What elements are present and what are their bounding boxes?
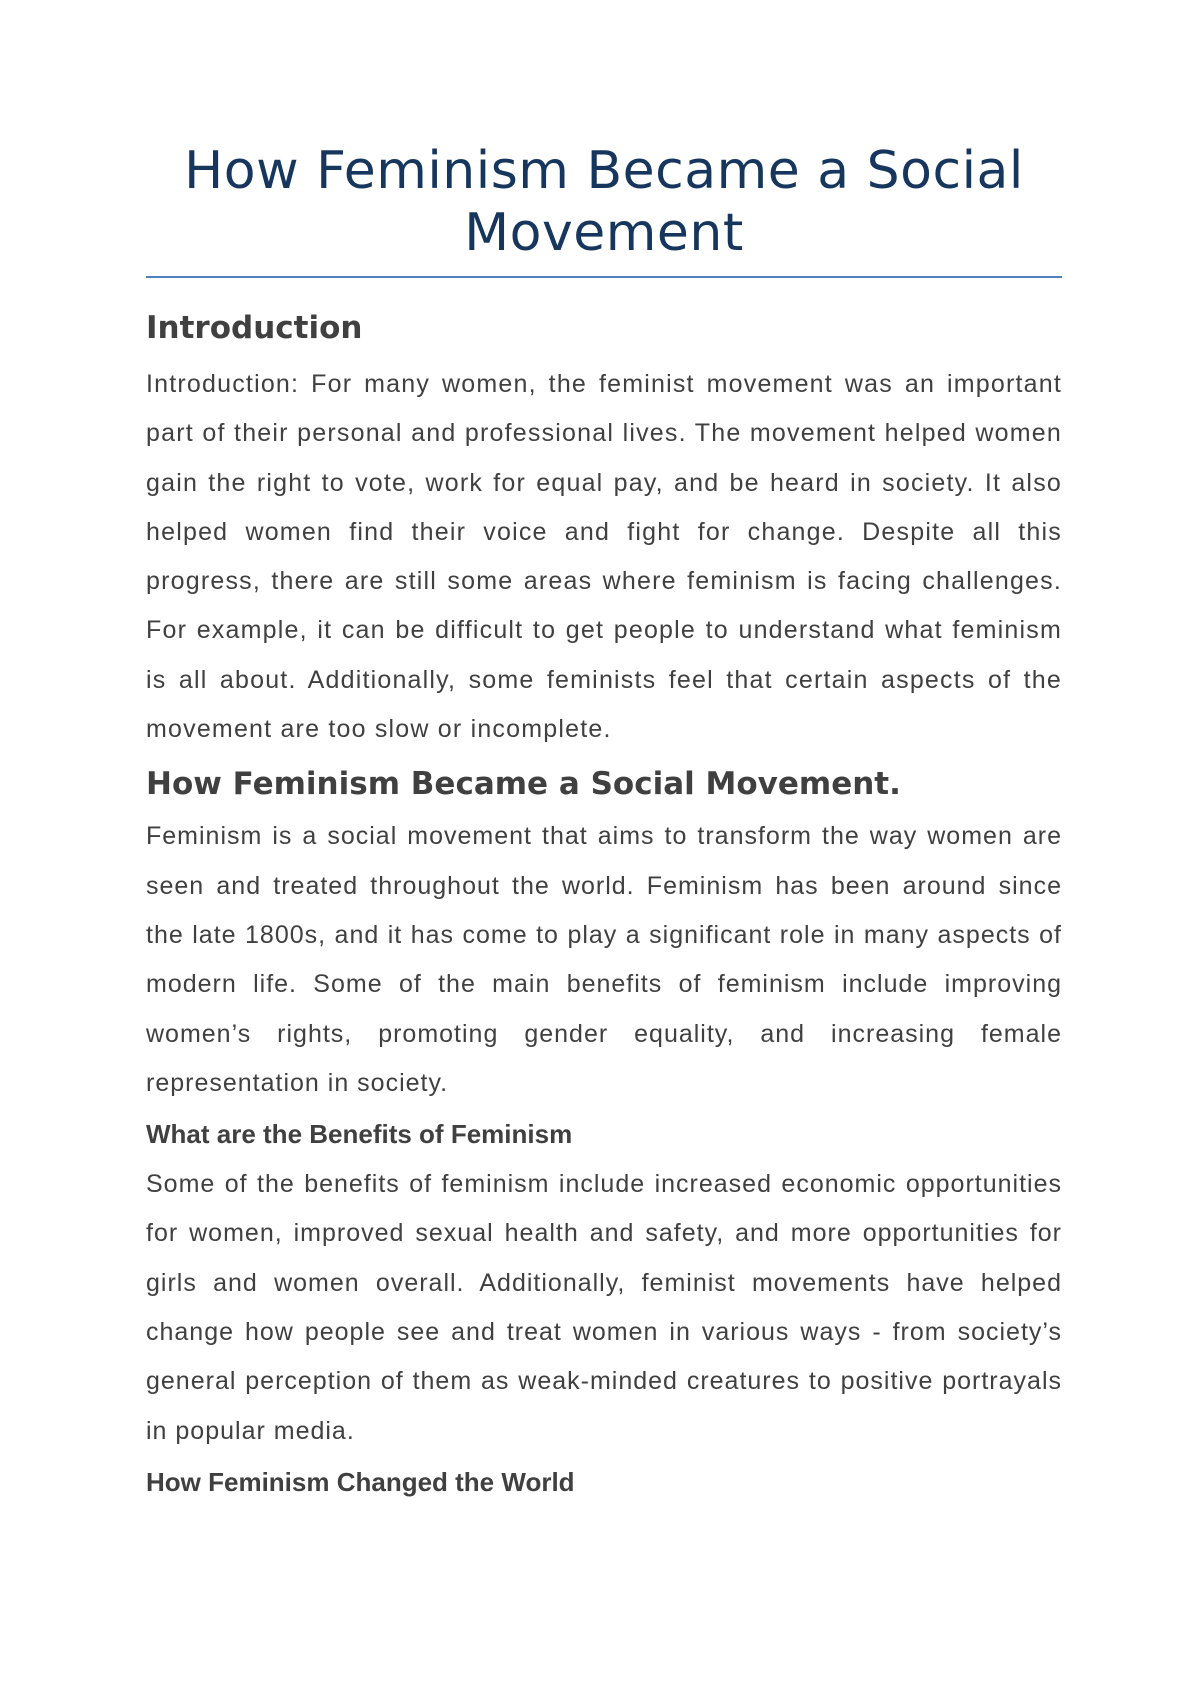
title-underline: [146, 276, 1062, 278]
section-paragraph-introduction: Introduction: For many women, the feminist movement was an important part of their personal and professional lives. The movement helped women gain the right to vote, work for equal pay, and be heard in society. It also helped women find their voice and fight for change. Despite all this progress, there are still some areas where feminism is facing challenges. For example, it can be difficult to get people to understand what feminism is all about. Additionally, some feminists feel that certain aspects of the movement are too slow or incomplete.: [146, 370, 1062, 744]
section-heading-social-movement: How Feminism Became a Social Movement.: [146, 766, 901, 803]
section-heading-benefits: What are the Benefits of Feminism: [146, 1119, 573, 1150]
document-title: How Feminism Became a Social Movement: [184, 141, 1024, 263]
section-paragraph-social-movement: Feminism is a social movement that aims to transform the way women are seen and treated throughout the world. Feminism has been around since the late 1800s, and it has come to play a significant role in many aspects of modern life. Some of the main benefits of feminism include improving women’s rights, promoting gender equality, and increasing female representation in society.: [146, 822, 1062, 1097]
section-heading-changed-world: How Feminism Changed the World: [146, 1466, 575, 1497]
section-heading-introduction: Introduction: [146, 310, 363, 346]
section-paragraph-benefits: Some of the benefits of feminism include increased economic opportunities for women, improved sexual health and safety, and more opportunities for girls and women overall. Additionally, feminist movements have helped change how people see and treat women in various ways - from society’s general perception of them as weak-minded creatures to positive portrayals in popular media.: [146, 1170, 1062, 1445]
document-page: [146, 140, 1062, 1502]
